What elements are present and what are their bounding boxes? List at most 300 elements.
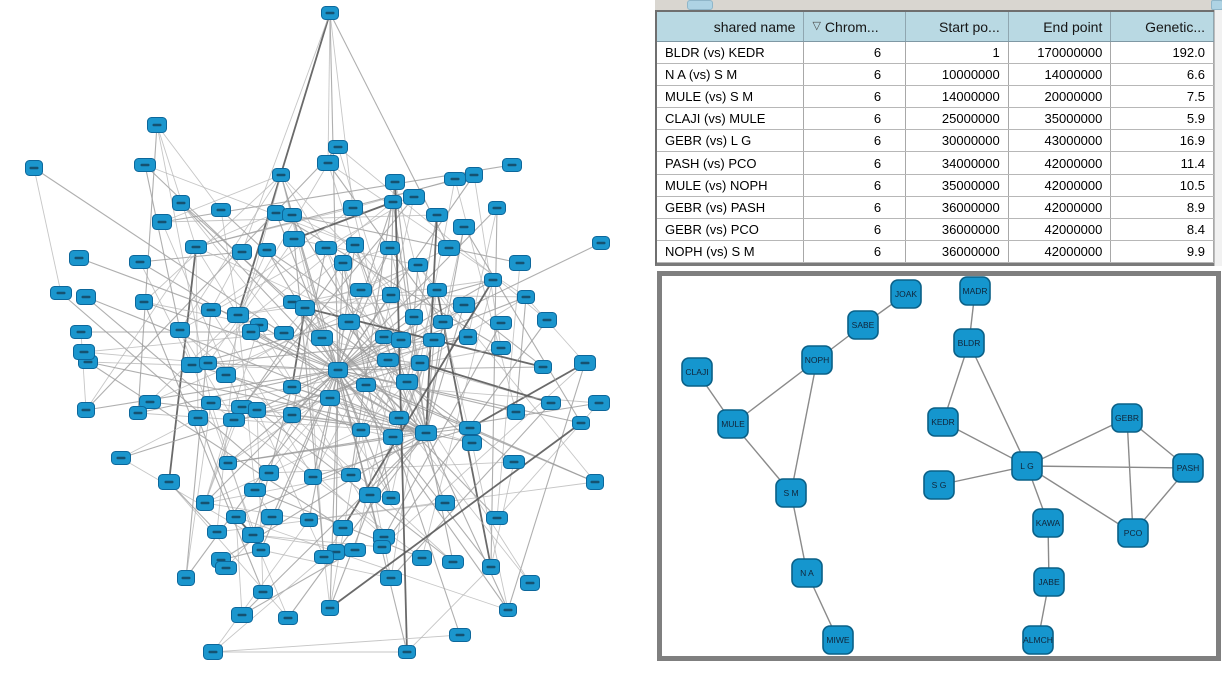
table-cell[interactable]: 30000000 [906, 130, 1009, 151]
table-cell[interactable]: 42000000 [1009, 197, 1112, 218]
subnetwork-panel[interactable] [657, 271, 1221, 661]
network-node[interactable] [74, 345, 95, 360]
network-node[interactable] [573, 417, 590, 430]
node-label-smudge [387, 577, 396, 579]
network-node[interactable] [357, 379, 376, 392]
network-node[interactable] [312, 331, 333, 346]
node-label-smudge [80, 351, 89, 353]
subnetwork-node-SABE[interactable] [848, 311, 878, 339]
node-label-smudge [456, 634, 465, 636]
node-label-smudge [497, 322, 506, 324]
node-label-smudge [30, 167, 39, 169]
network-node[interactable] [189, 411, 208, 426]
subnetwork-node-MIWE[interactable] [823, 626, 853, 654]
network-node[interactable] [268, 206, 285, 221]
subnetwork-node-PASH[interactable] [1173, 454, 1203, 482]
subnetwork-edge[interactable] [791, 360, 817, 493]
table-cell[interactable]: 6 [804, 86, 906, 107]
table-cell[interactable]: 42000000 [1009, 152, 1112, 173]
node-label: PASH [1176, 463, 1200, 473]
network-node[interactable] [130, 407, 147, 420]
subnetwork-node-JOAK[interactable] [891, 280, 921, 308]
network-node[interactable] [428, 284, 447, 297]
table-cell[interactable]: NOPH (vs) S M [657, 241, 804, 262]
network-node[interactable] [460, 330, 477, 345]
node-label-smudge [430, 339, 439, 341]
network-node[interactable] [466, 168, 483, 183]
network-node[interactable] [454, 220, 475, 235]
node-label-smudge [334, 369, 343, 371]
node-label-smudge [136, 261, 145, 263]
network-node[interactable] [262, 510, 283, 525]
network-node[interactable] [538, 313, 557, 328]
table-cell[interactable]: MULE (vs) S M [657, 86, 804, 107]
network-node[interactable] [344, 201, 363, 216]
table-cell[interactable]: 170000000 [1009, 42, 1112, 63]
node-label-smudge [272, 212, 281, 214]
network-node[interactable] [485, 274, 502, 287]
table-cell[interactable]: N A (vs) S M [657, 64, 804, 85]
subnetwork-node-CLAJI[interactable] [682, 358, 712, 386]
network-node[interactable] [243, 528, 264, 543]
network-node[interactable] [406, 310, 423, 325]
table-cell[interactable]: 5.9 [1111, 108, 1214, 129]
node-label: SABE [851, 320, 875, 330]
subnetwork-node-S G[interactable] [924, 471, 954, 499]
network-node[interactable] [228, 308, 249, 323]
network-node[interactable] [217, 368, 236, 383]
network-node[interactable] [148, 118, 167, 133]
table-row[interactable] [657, 197, 1214, 219]
node-label-smudge [547, 402, 556, 404]
node-label-smudge [526, 582, 535, 584]
network-node[interactable] [130, 256, 151, 269]
network-node[interactable] [510, 256, 531, 271]
node-label-smudge [201, 502, 210, 504]
node-label-smudge [334, 146, 343, 148]
node-label-smudge [470, 174, 479, 176]
subnetwork-edge[interactable] [969, 343, 1027, 466]
node-label-smudge [366, 494, 375, 496]
node-label-smudge [140, 301, 149, 303]
network-node[interactable] [224, 414, 245, 427]
subnetwork-edge[interactable] [1127, 418, 1133, 533]
network-edge [121, 363, 420, 458]
network-node[interactable] [232, 608, 253, 623]
subnetwork-node-L G[interactable] [1012, 452, 1042, 480]
network-node[interactable] [463, 436, 482, 451]
network-node[interactable] [409, 259, 428, 272]
network-node[interactable] [378, 354, 399, 367]
node-label-smudge [489, 279, 498, 281]
node-label-smudge [326, 12, 335, 14]
network-node[interactable] [208, 526, 227, 539]
table-cell[interactable]: 6 [804, 241, 906, 262]
node-label-smudge [84, 361, 93, 363]
network-node[interactable] [78, 403, 95, 418]
node-label-smudge [146, 401, 155, 403]
network-node[interactable] [273, 169, 290, 182]
table-row[interactable] [657, 175, 1214, 197]
network-node[interactable] [233, 245, 252, 260]
node-label-smudge [487, 566, 496, 568]
network-node[interactable] [26, 161, 43, 176]
node-label-smudge [222, 567, 231, 569]
network-node[interactable] [439, 241, 460, 256]
node-label-smudge [253, 409, 262, 411]
node-label: MIWE [826, 635, 850, 645]
network-node[interactable] [77, 290, 96, 305]
network-node[interactable] [70, 251, 89, 266]
node-label-smudge [251, 489, 260, 491]
network-node[interactable] [339, 315, 360, 330]
network-node[interactable] [351, 284, 372, 297]
table-header-row [657, 12, 1214, 42]
table-cell[interactable]: 192.0 [1111, 42, 1214, 63]
column-header-0[interactable]: shared name [657, 12, 804, 41]
network-node[interactable] [321, 391, 340, 406]
network-node[interactable] [212, 204, 231, 217]
node-label-smudge [416, 362, 425, 364]
network-node[interactable] [315, 551, 334, 564]
network-node[interactable] [381, 242, 400, 255]
network-node[interactable] [296, 301, 315, 316]
network-node[interactable] [171, 323, 190, 338]
subnetwork-node-NOPH[interactable] [802, 346, 832, 374]
table-cell[interactable]: 6.6 [1111, 64, 1214, 85]
table-cell[interactable]: 16.9 [1111, 130, 1214, 151]
network-node[interactable] [153, 215, 172, 230]
network-node[interactable] [450, 629, 471, 642]
table-cell[interactable]: 8.4 [1111, 219, 1214, 240]
table-cell[interactable]: GEBR (vs) PCO [657, 219, 804, 240]
network-node[interactable] [301, 514, 318, 527]
node-label-smudge [339, 262, 348, 264]
network-node[interactable] [112, 452, 131, 465]
network-node[interactable] [322, 601, 339, 616]
table-cell[interactable]: 6 [804, 152, 906, 173]
node-label-smudge [165, 481, 174, 483]
network-node[interactable] [353, 424, 370, 437]
node-label-smudge [512, 411, 521, 413]
table-cell[interactable]: 20000000 [1009, 86, 1112, 107]
node-label-smudge [280, 332, 289, 334]
table-cell[interactable]: 6 [804, 64, 906, 85]
column-header-3[interactable]: End point [1009, 12, 1112, 41]
table-cell[interactable]: 36000000 [906, 219, 1009, 240]
node-label: MULE [721, 419, 745, 429]
network-node[interactable] [260, 466, 279, 481]
network-node[interactable] [279, 612, 298, 625]
network-node[interactable] [412, 356, 429, 371]
subnetwork-node-GEBR[interactable] [1112, 404, 1142, 432]
node-label-smudge [204, 362, 213, 364]
network-node[interactable] [342, 469, 361, 482]
table-cell[interactable]: 9.9 [1111, 241, 1214, 262]
node-label-smudge [207, 309, 216, 311]
node-label-smudge [460, 226, 469, 228]
table-row[interactable] [657, 42, 1214, 64]
node-label-smudge [464, 336, 473, 338]
network-node[interactable] [483, 560, 500, 575]
node-label-smudge [238, 614, 247, 616]
network-node[interactable] [253, 544, 270, 557]
network-node[interactable] [202, 397, 221, 410]
network-edge [238, 13, 330, 315]
filter-funnel-icon[interactable]: ▽ [812, 20, 821, 32]
network-node[interactable] [245, 484, 266, 497]
node-label-smudge [460, 304, 469, 306]
table-row[interactable] [657, 152, 1214, 174]
network-node[interactable] [249, 403, 266, 418]
network-node[interactable] [305, 470, 322, 485]
network-node[interactable] [575, 356, 596, 371]
network-node[interactable] [202, 304, 221, 317]
node-label-smudge [391, 181, 400, 183]
network-node[interactable] [322, 7, 339, 20]
network-node[interactable] [397, 375, 418, 390]
column-header-4[interactable]: Genetic... [1111, 12, 1214, 41]
node-label-smudge [357, 429, 366, 431]
node-label-smudge [324, 162, 333, 164]
table-cell[interactable]: 34000000 [906, 152, 1009, 173]
network-node[interactable] [492, 342, 511, 355]
node-label-smudge [288, 386, 297, 388]
table-cell[interactable]: 1 [906, 42, 1009, 63]
network-node[interactable] [335, 256, 352, 271]
network-node[interactable] [500, 604, 517, 617]
network-node[interactable] [385, 196, 402, 209]
table-cell[interactable]: 35000000 [906, 175, 1009, 196]
node-label-smudge [134, 412, 143, 414]
column-header-1[interactable] [804, 12, 906, 41]
overview-nodes [26, 7, 610, 660]
node-label-smudge [345, 321, 354, 323]
subnetwork-node-S M[interactable] [776, 479, 806, 507]
network-node[interactable] [384, 430, 403, 445]
network-edge [328, 13, 330, 163]
network-node[interactable] [360, 488, 381, 503]
network-node[interactable] [200, 357, 217, 370]
table-cell[interactable]: CLAJI (vs) MULE [657, 108, 804, 129]
subnetwork-node-KAWA[interactable] [1033, 509, 1063, 537]
node-label-smudge [445, 247, 454, 249]
table-cell[interactable]: 14000000 [906, 86, 1009, 107]
node-label-smudge [141, 164, 150, 166]
network-node[interactable] [518, 291, 535, 304]
network-node[interactable] [284, 408, 301, 423]
network-node[interactable] [491, 317, 512, 330]
network-node[interactable] [135, 159, 156, 172]
network-node[interactable] [504, 456, 525, 469]
node-label-smudge [357, 289, 366, 291]
table-cell[interactable]: 6 [804, 175, 906, 196]
node-label-smudge [288, 414, 297, 416]
network-node[interactable] [318, 156, 339, 171]
table-row[interactable] [657, 241, 1214, 263]
table-cell[interactable]: BLDR (vs) KEDR [657, 42, 804, 63]
table-cell[interactable]: 8.9 [1111, 197, 1214, 218]
network-node[interactable] [243, 325, 260, 340]
table-cell[interactable]: MULE (vs) NOPH [657, 175, 804, 196]
network-node[interactable] [587, 475, 604, 490]
table-row[interactable] [657, 86, 1214, 108]
table-cell[interactable]: 35000000 [1009, 108, 1112, 129]
network-node[interactable] [283, 209, 302, 222]
network-node[interactable] [159, 475, 180, 490]
node-label-smudge [351, 244, 360, 246]
network-node[interactable] [381, 571, 402, 586]
subnetwork-node-BLDR[interactable] [954, 329, 984, 357]
network-node[interactable] [254, 586, 273, 599]
network-node[interactable] [542, 397, 561, 410]
table-cell[interactable]: 6 [804, 42, 906, 63]
network-node[interactable] [489, 202, 506, 215]
table-cell[interactable]: 25000000 [906, 108, 1009, 129]
network-node[interactable] [386, 175, 405, 190]
table-cell[interactable]: 36000000 [906, 197, 1009, 218]
table-cell[interactable]: 42000000 [1009, 175, 1112, 196]
network-node[interactable] [51, 287, 72, 300]
network-node[interactable] [374, 541, 391, 554]
network-node[interactable] [316, 242, 337, 255]
table-cell[interactable]: 42000000 [1009, 219, 1112, 240]
subnetwork-canvas[interactable] [662, 276, 1216, 656]
network-node[interactable] [71, 326, 92, 339]
network-node[interactable] [216, 562, 237, 575]
node-label-smudge [277, 174, 286, 176]
table-cell[interactable]: 6 [804, 197, 906, 218]
network-node[interactable] [434, 316, 453, 329]
network-node[interactable] [390, 412, 409, 425]
network-node[interactable] [347, 238, 364, 253]
column-header-2[interactable]: Start po... [906, 12, 1009, 41]
network-node[interactable] [508, 405, 525, 420]
network-node[interactable] [424, 334, 445, 347]
network-node[interactable] [376, 331, 393, 344]
subnetwork-node-PCO[interactable] [1118, 519, 1148, 547]
node-label-smudge [591, 481, 600, 483]
network-node[interactable] [178, 571, 195, 586]
network-node[interactable] [136, 295, 153, 310]
network-node[interactable] [535, 361, 552, 374]
node-label-smudge [117, 457, 126, 459]
edge-attribute-table-panel [655, 0, 1222, 269]
network-node[interactable] [197, 496, 214, 511]
table-cell[interactable]: 43000000 [1009, 130, 1112, 151]
subnetwork-node-MULE[interactable] [718, 410, 748, 438]
node-label: NOPH [804, 355, 830, 365]
node-label: PCO [1123, 528, 1143, 538]
table-cell[interactable]: 14000000 [1009, 64, 1112, 85]
network-node[interactable] [275, 327, 294, 340]
network-node[interactable] [173, 196, 190, 211]
network-node[interactable] [383, 492, 400, 505]
node-label-smudge [284, 617, 293, 619]
table-cell[interactable]: 7.5 [1111, 86, 1214, 107]
subnetwork-node-MADR[interactable] [960, 277, 990, 305]
node-label-smudge [441, 502, 450, 504]
network-node[interactable] [399, 646, 416, 659]
network-node[interactable] [227, 511, 246, 524]
network-node[interactable] [487, 512, 508, 525]
table-row[interactable] [657, 130, 1214, 152]
table-cell[interactable]: 42000000 [1009, 241, 1112, 262]
network-node[interactable] [334, 521, 353, 536]
node-label-smudge [439, 321, 448, 323]
table-cell[interactable]: 36000000 [906, 241, 1009, 262]
network-node[interactable] [503, 159, 522, 172]
network-node[interactable] [436, 496, 455, 511]
network-node[interactable] [345, 544, 366, 557]
table-row[interactable] [657, 219, 1214, 241]
table-row[interactable] [657, 64, 1214, 86]
network-node[interactable] [521, 576, 540, 591]
network-node[interactable] [204, 645, 223, 660]
subnetwork-node-JABE[interactable] [1034, 568, 1064, 596]
node-label: KAWA [1035, 518, 1061, 528]
network-node[interactable] [404, 190, 425, 205]
table-cell[interactable]: 10000000 [906, 64, 1009, 85]
network-node[interactable] [416, 426, 437, 441]
network-node[interactable] [427, 209, 448, 222]
network-node[interactable] [259, 244, 276, 257]
table-cell[interactable]: PASH (vs) PCO [657, 152, 804, 173]
table-cell[interactable]: 6 [804, 108, 906, 129]
network-node[interactable] [413, 551, 432, 566]
node-label-smudge [305, 519, 314, 521]
network-node[interactable] [593, 237, 610, 250]
network-node[interactable] [284, 232, 305, 247]
node-label-smudge [82, 409, 91, 411]
network-node[interactable] [186, 241, 207, 254]
subnetwork-node-KEDR[interactable] [928, 408, 958, 436]
subnetwork-nodes [682, 277, 1203, 654]
scrollbar-fragment-right[interactable] [1211, 0, 1222, 10]
network-node[interactable] [329, 141, 348, 154]
node-label-smudge [224, 462, 233, 464]
network-edge [382, 363, 585, 547]
table-cell[interactable]: 6 [804, 219, 906, 240]
table-cell[interactable]: 10.5 [1111, 175, 1214, 196]
network-node[interactable] [460, 422, 481, 435]
node-label-smudge [403, 651, 412, 653]
scrollbar-fragment-left[interactable] [687, 0, 713, 10]
network-node[interactable] [383, 288, 400, 303]
subnetwork-node-N A[interactable] [792, 559, 822, 587]
node-label-smudge [543, 319, 552, 321]
table-cell[interactable]: GEBR (vs) PASH [657, 197, 804, 218]
network-node[interactable] [392, 333, 411, 348]
network-node[interactable] [443, 556, 464, 569]
network-node[interactable] [329, 363, 348, 378]
network-node[interactable] [454, 298, 475, 313]
network-node[interactable] [284, 381, 301, 394]
network-node[interactable] [589, 396, 610, 411]
subnetwork-edge[interactable] [1027, 466, 1188, 468]
table-cell[interactable]: 11.4 [1111, 152, 1214, 173]
node-label-smudge [249, 534, 258, 536]
network-node[interactable] [445, 173, 466, 186]
network-edge [186, 310, 211, 578]
table-cell[interactable]: 6 [804, 130, 906, 151]
table-row[interactable] [657, 108, 1214, 130]
table-cell[interactable]: GEBR (vs) L G [657, 130, 804, 151]
network-node[interactable] [220, 457, 237, 470]
subnetwork-node-ALMCH[interactable] [1023, 626, 1053, 654]
node-label: JOAK [894, 289, 918, 299]
node-label-smudge [581, 362, 590, 364]
